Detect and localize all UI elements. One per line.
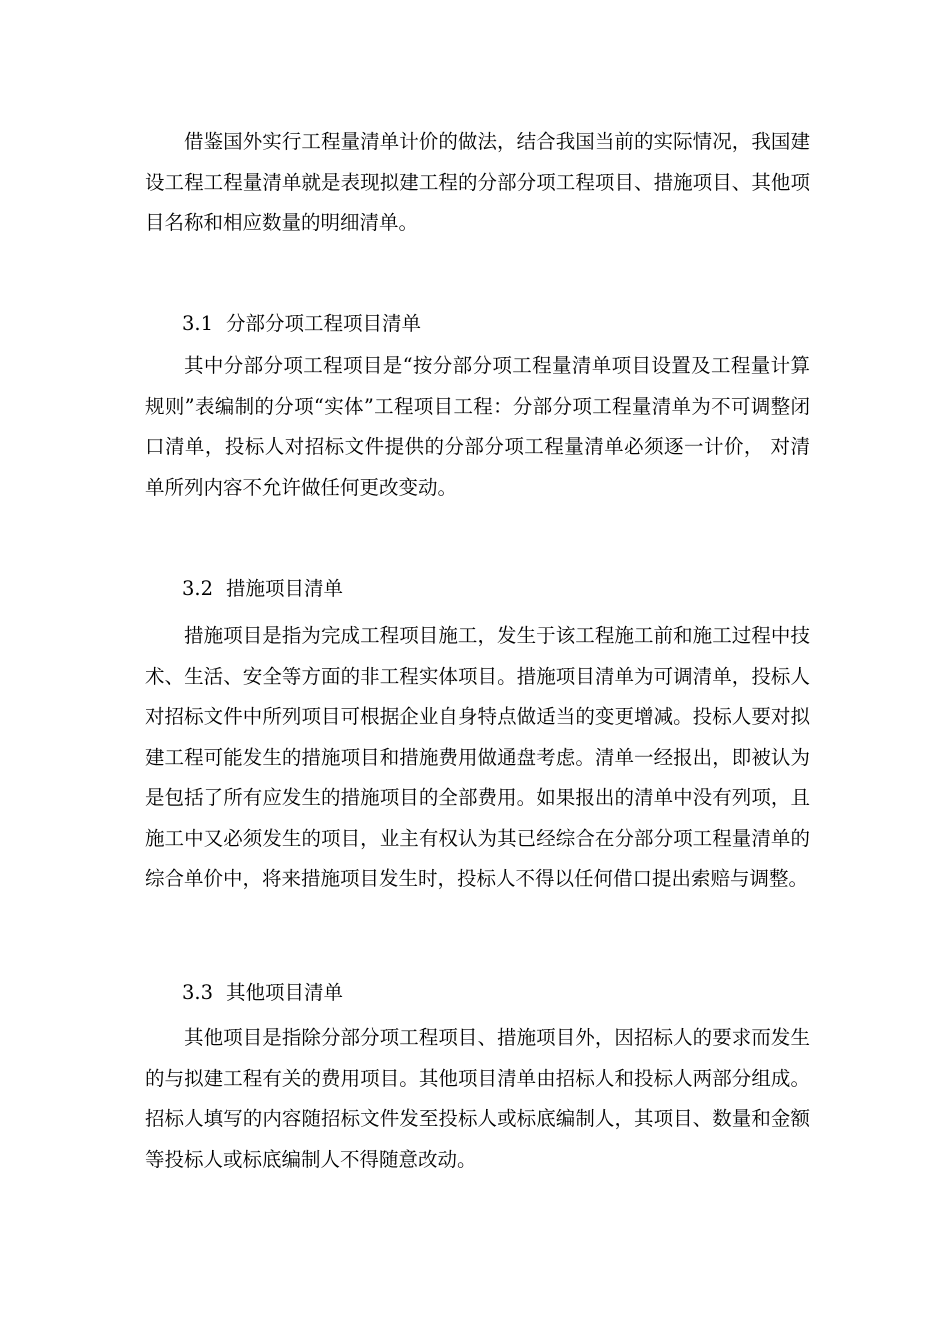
section-title: 分部分项工程项目清单 bbox=[226, 312, 422, 335]
section-body-3-1: 其中分部分项工程项目是“按分部分项工程量清单项目设置及工程量计算规则”表编制的分项“实体”工程项目工程：分部分项工程量清单为不可调整闭口清单，投标人对招标文件提供的分部分项工程量清单必须逐一计价， 对清单所列内容不允许做任何更改变动。 bbox=[145, 354, 810, 499]
section-body-3-2: 措施项目是指为完成工程项目施工，发生于该工程施工前和施工过程中技术、生活、安全等方面的非工程实体项目。措施项目清单为可调清单，投标人对招标文件中所列项目可根据企业自身特点做适当的变更增减。投标人要对拟建工程可能发生的措施项目和措施费用做通盘考虑。清单一经报出，即被认为是包括了所有应发生的措施项目的全部费用。如果报出的清单中没有列项，且施工中又必须发生的项目，业主有权认为其已经综合在分部分项工程量清单的综合单价中，将来措施项目发生时，投标人不得以任何借口提出索赔与调整。 bbox=[145, 624, 810, 890]
section-number: 3.1 bbox=[182, 312, 214, 335]
section-body-3-3: 其他项目是指除分部分项工程项目、措施项目外，因招标人的要求而发生的与拟建工程有关的费用项目。其他项目清单由招标人和投标人两部分组成。招标人填写的内容随招标文件发至投标人或标底编制人，其项目、数量和金额等投标人或标底编制人不得随意改动。 bbox=[145, 1026, 810, 1171]
section-heading-3-2 bbox=[182, 575, 343, 603]
section-heading-3-3 bbox=[182, 979, 343, 1007]
section-number: 3.2 bbox=[182, 577, 214, 600]
section-number: 3.3 bbox=[182, 981, 214, 1004]
section-title: 措施项目清单 bbox=[226, 577, 344, 600]
section-heading-3-1 bbox=[182, 310, 421, 338]
section-title: 其他项目清单 bbox=[226, 981, 344, 1004]
intro-paragraph: 借鉴国外实行工程量清单计价的做法，结合我国当前的实际情况，我国建设工程工程量清单就是表现拟建工程的分部分项工程项目、措施项目、其他项目名称和相应数量的明细清单。 bbox=[145, 130, 810, 234]
